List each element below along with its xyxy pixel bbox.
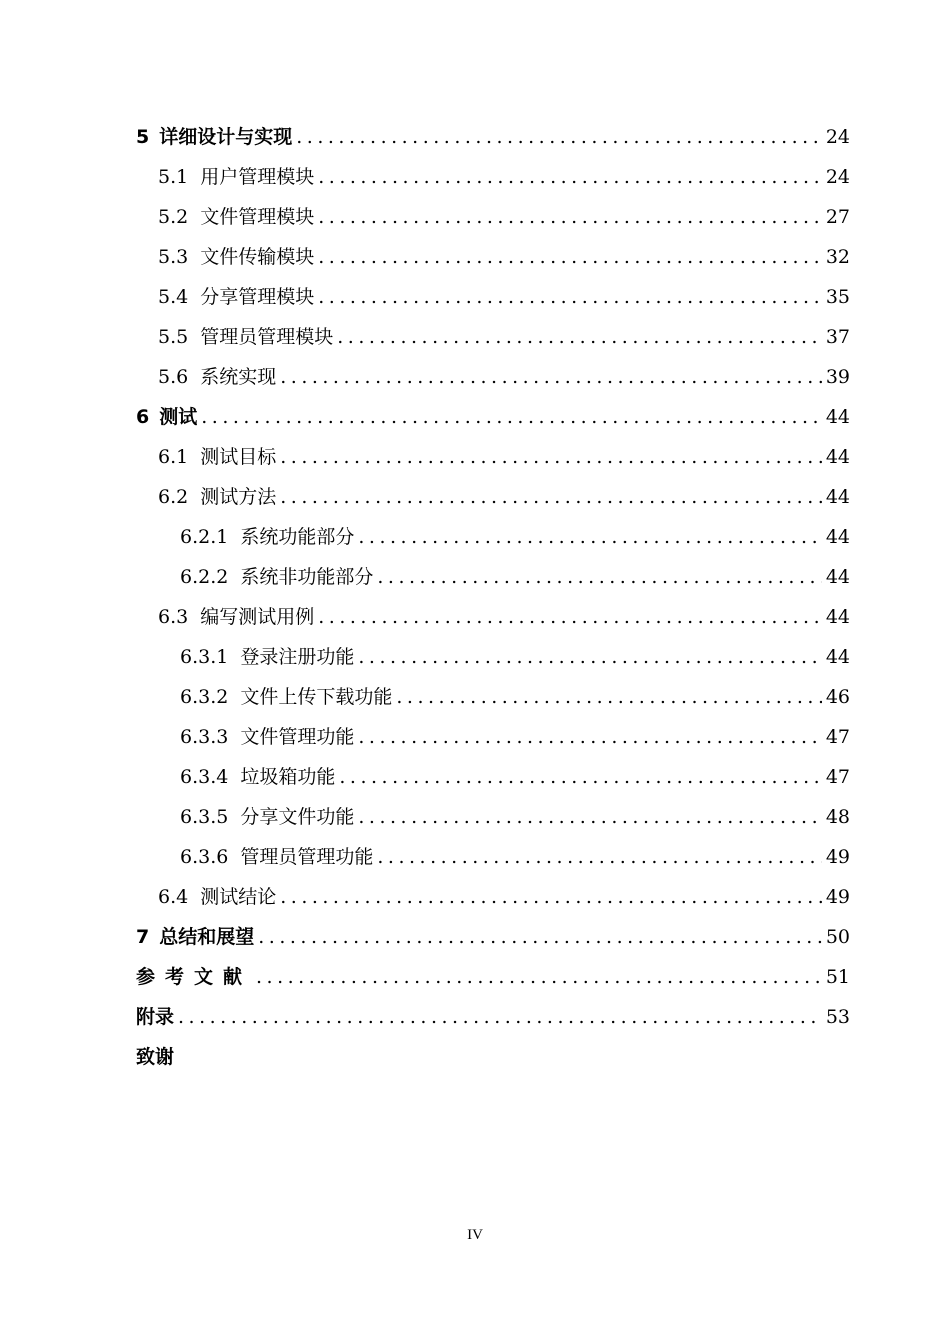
toc-entry-title: 系统非功能部分 bbox=[240, 566, 374, 588]
toc-entry-5-6[interactable] bbox=[136, 357, 850, 397]
toc-entry-page: 37 bbox=[825, 326, 850, 348]
toc-entry-number: 5.1 bbox=[158, 166, 189, 188]
toc-entry-page: 44 bbox=[825, 406, 850, 428]
toc-entry-number: 6.3.1 bbox=[180, 646, 229, 668]
dot-leader bbox=[318, 277, 822, 317]
toc-entry-title: 登录注册功能 bbox=[240, 646, 355, 668]
toc-entry-title: 编写测试用例 bbox=[200, 606, 315, 628]
toc-entry-number: 5 bbox=[136, 126, 150, 148]
toc-entry-6-2-2[interactable] bbox=[136, 557, 850, 597]
toc-entry-6-3-1[interactable] bbox=[136, 637, 850, 677]
toc-entry-6-4[interactable] bbox=[136, 877, 850, 917]
toc-entry-number: 6.3.4 bbox=[180, 766, 229, 788]
toc-entry-page: 46 bbox=[825, 686, 850, 708]
toc-entry-title: 垃圾箱功能 bbox=[240, 766, 336, 788]
toc-entry-6[interactable] bbox=[136, 397, 850, 437]
dot-leader bbox=[280, 477, 822, 517]
toc-entry-page: 44 bbox=[825, 446, 850, 468]
toc-entry-number: 7 bbox=[136, 926, 150, 948]
toc-entry-acknowledgements[interactable] bbox=[136, 1037, 850, 1077]
dot-leader bbox=[318, 197, 822, 237]
toc-entry-page: 47 bbox=[825, 766, 850, 788]
toc-entry-title: 系统功能部分 bbox=[240, 526, 355, 548]
table-of-contents bbox=[136, 117, 850, 1077]
dot-leader bbox=[178, 997, 822, 1037]
toc-entry-title: 致谢 bbox=[136, 1046, 175, 1068]
dot-leader bbox=[377, 557, 821, 597]
toc-entry-number: 5.3 bbox=[158, 246, 189, 268]
toc-entry-page: 27 bbox=[825, 206, 850, 228]
toc-entry-number: 6.3 bbox=[158, 606, 189, 628]
toc-entry-6-3-4[interactable] bbox=[136, 757, 850, 797]
toc-entry-page: 24 bbox=[825, 126, 850, 148]
toc-entry-page: 32 bbox=[825, 246, 850, 268]
dot-leader bbox=[280, 437, 822, 477]
toc-entry-7[interactable] bbox=[136, 917, 850, 957]
dot-leader bbox=[258, 917, 822, 957]
toc-entry-title: 测试结论 bbox=[200, 886, 277, 908]
toc-entry-title: 用户管理模块 bbox=[200, 166, 315, 188]
toc-entry-page: 47 bbox=[825, 726, 850, 748]
toc-entry-page: 44 bbox=[825, 526, 850, 548]
dot-leader bbox=[296, 117, 822, 157]
toc-entry-page: 39 bbox=[825, 366, 850, 388]
toc-entry-number: 5.6 bbox=[158, 366, 189, 388]
toc-entry-title: 分享文件功能 bbox=[240, 806, 355, 828]
toc-entry-page: 44 bbox=[825, 646, 850, 668]
toc-entry-6-2-1[interactable] bbox=[136, 517, 850, 557]
toc-entry-5-2[interactable] bbox=[136, 197, 850, 237]
toc-entry-number: 6.2.1 bbox=[180, 526, 229, 548]
toc-entry-page: 44 bbox=[825, 566, 850, 588]
toc-entry-number: 6.2.2 bbox=[180, 566, 229, 588]
toc-entry-page: 24 bbox=[825, 166, 850, 188]
toc-entry-number: 6.3.3 bbox=[180, 726, 229, 748]
toc-entry-page: 49 bbox=[825, 886, 850, 908]
toc-entry-title: 总结和展望 bbox=[159, 926, 255, 948]
toc-entry-title: 测试目标 bbox=[200, 446, 277, 468]
toc-entry-title: 文件管理模块 bbox=[200, 206, 315, 228]
toc-entry-page: 44 bbox=[825, 606, 850, 628]
dot-leader bbox=[337, 317, 822, 357]
toc-entry-title: 测试方法 bbox=[200, 486, 277, 508]
toc-entry-title: 系统实现 bbox=[200, 366, 277, 388]
dot-leader bbox=[318, 597, 822, 637]
toc-entry-title: 参考文献 bbox=[136, 966, 253, 988]
toc-entry-title: 文件管理功能 bbox=[240, 726, 355, 748]
toc-entry-5[interactable] bbox=[136, 117, 850, 157]
toc-entry-title: 管理员管理模块 bbox=[200, 326, 334, 348]
dot-leader bbox=[256, 957, 822, 997]
toc-entry-number: 6.3.5 bbox=[180, 806, 229, 828]
toc-entry-5-1[interactable] bbox=[136, 157, 850, 197]
toc-entry-number: 5.2 bbox=[158, 206, 189, 228]
dot-leader bbox=[377, 837, 821, 877]
dot-leader bbox=[358, 637, 821, 677]
toc-entry-number: 5.4 bbox=[158, 286, 189, 308]
toc-entry-number: 5.5 bbox=[158, 326, 189, 348]
toc-entry-number: 6 bbox=[136, 406, 150, 428]
dot-leader bbox=[280, 877, 822, 917]
toc-entry-number: 6.4 bbox=[158, 886, 189, 908]
toc-entry-page: 49 bbox=[825, 846, 850, 868]
toc-entry-references[interactable] bbox=[136, 957, 850, 997]
toc-entry-5-5[interactable] bbox=[136, 317, 850, 357]
toc-entry-title: 管理员管理功能 bbox=[240, 846, 374, 868]
toc-entry-number: 6.3.2 bbox=[180, 686, 229, 708]
toc-entry-title: 附录 bbox=[136, 1006, 175, 1028]
toc-entry-title: 测试 bbox=[159, 406, 198, 428]
dot-leader bbox=[358, 717, 821, 757]
dot-leader bbox=[318, 157, 822, 197]
page-number: IV bbox=[467, 1227, 483, 1243]
toc-entry-6-3-6[interactable] bbox=[136, 837, 850, 877]
dot-leader bbox=[318, 237, 822, 277]
toc-entry-5-3[interactable] bbox=[136, 237, 850, 277]
dot-leader bbox=[339, 757, 821, 797]
toc-entry-page: 48 bbox=[825, 806, 850, 828]
toc-entry-5-4[interactable] bbox=[136, 277, 850, 317]
toc-entry-title: 分享管理模块 bbox=[200, 286, 315, 308]
toc-entry-6-3-5[interactable] bbox=[136, 797, 850, 837]
toc-entry-number: 6.2 bbox=[158, 486, 189, 508]
dot-leader bbox=[358, 517, 821, 557]
toc-entry-page: 51 bbox=[825, 966, 850, 988]
toc-entry-title: 文件上传下载功能 bbox=[240, 686, 393, 708]
dot-leader bbox=[396, 677, 821, 717]
toc-entry-page: 35 bbox=[825, 286, 850, 308]
toc-entry-appendix[interactable] bbox=[136, 997, 850, 1037]
toc-entry-number: 6.1 bbox=[158, 446, 189, 468]
toc-entry-6-3-3[interactable] bbox=[136, 717, 850, 757]
toc-entry-title: 文件传输模块 bbox=[200, 246, 315, 268]
toc-entry-6-3-2[interactable] bbox=[136, 677, 850, 717]
dot-leader bbox=[201, 397, 822, 437]
toc-entry-page: 53 bbox=[825, 1006, 850, 1028]
toc-entry-6-3[interactable] bbox=[136, 597, 850, 637]
dot-leader bbox=[358, 797, 821, 837]
toc-entry-page: 50 bbox=[825, 926, 850, 948]
dot-leader bbox=[280, 357, 822, 397]
toc-entry-6-2[interactable] bbox=[136, 477, 850, 517]
toc-entry-number: 6.3.6 bbox=[180, 846, 229, 868]
toc-entry-page: 44 bbox=[825, 486, 850, 508]
toc-entry-title: 详细设计与实现 bbox=[159, 126, 293, 148]
toc-entry-6-1[interactable] bbox=[136, 437, 850, 477]
